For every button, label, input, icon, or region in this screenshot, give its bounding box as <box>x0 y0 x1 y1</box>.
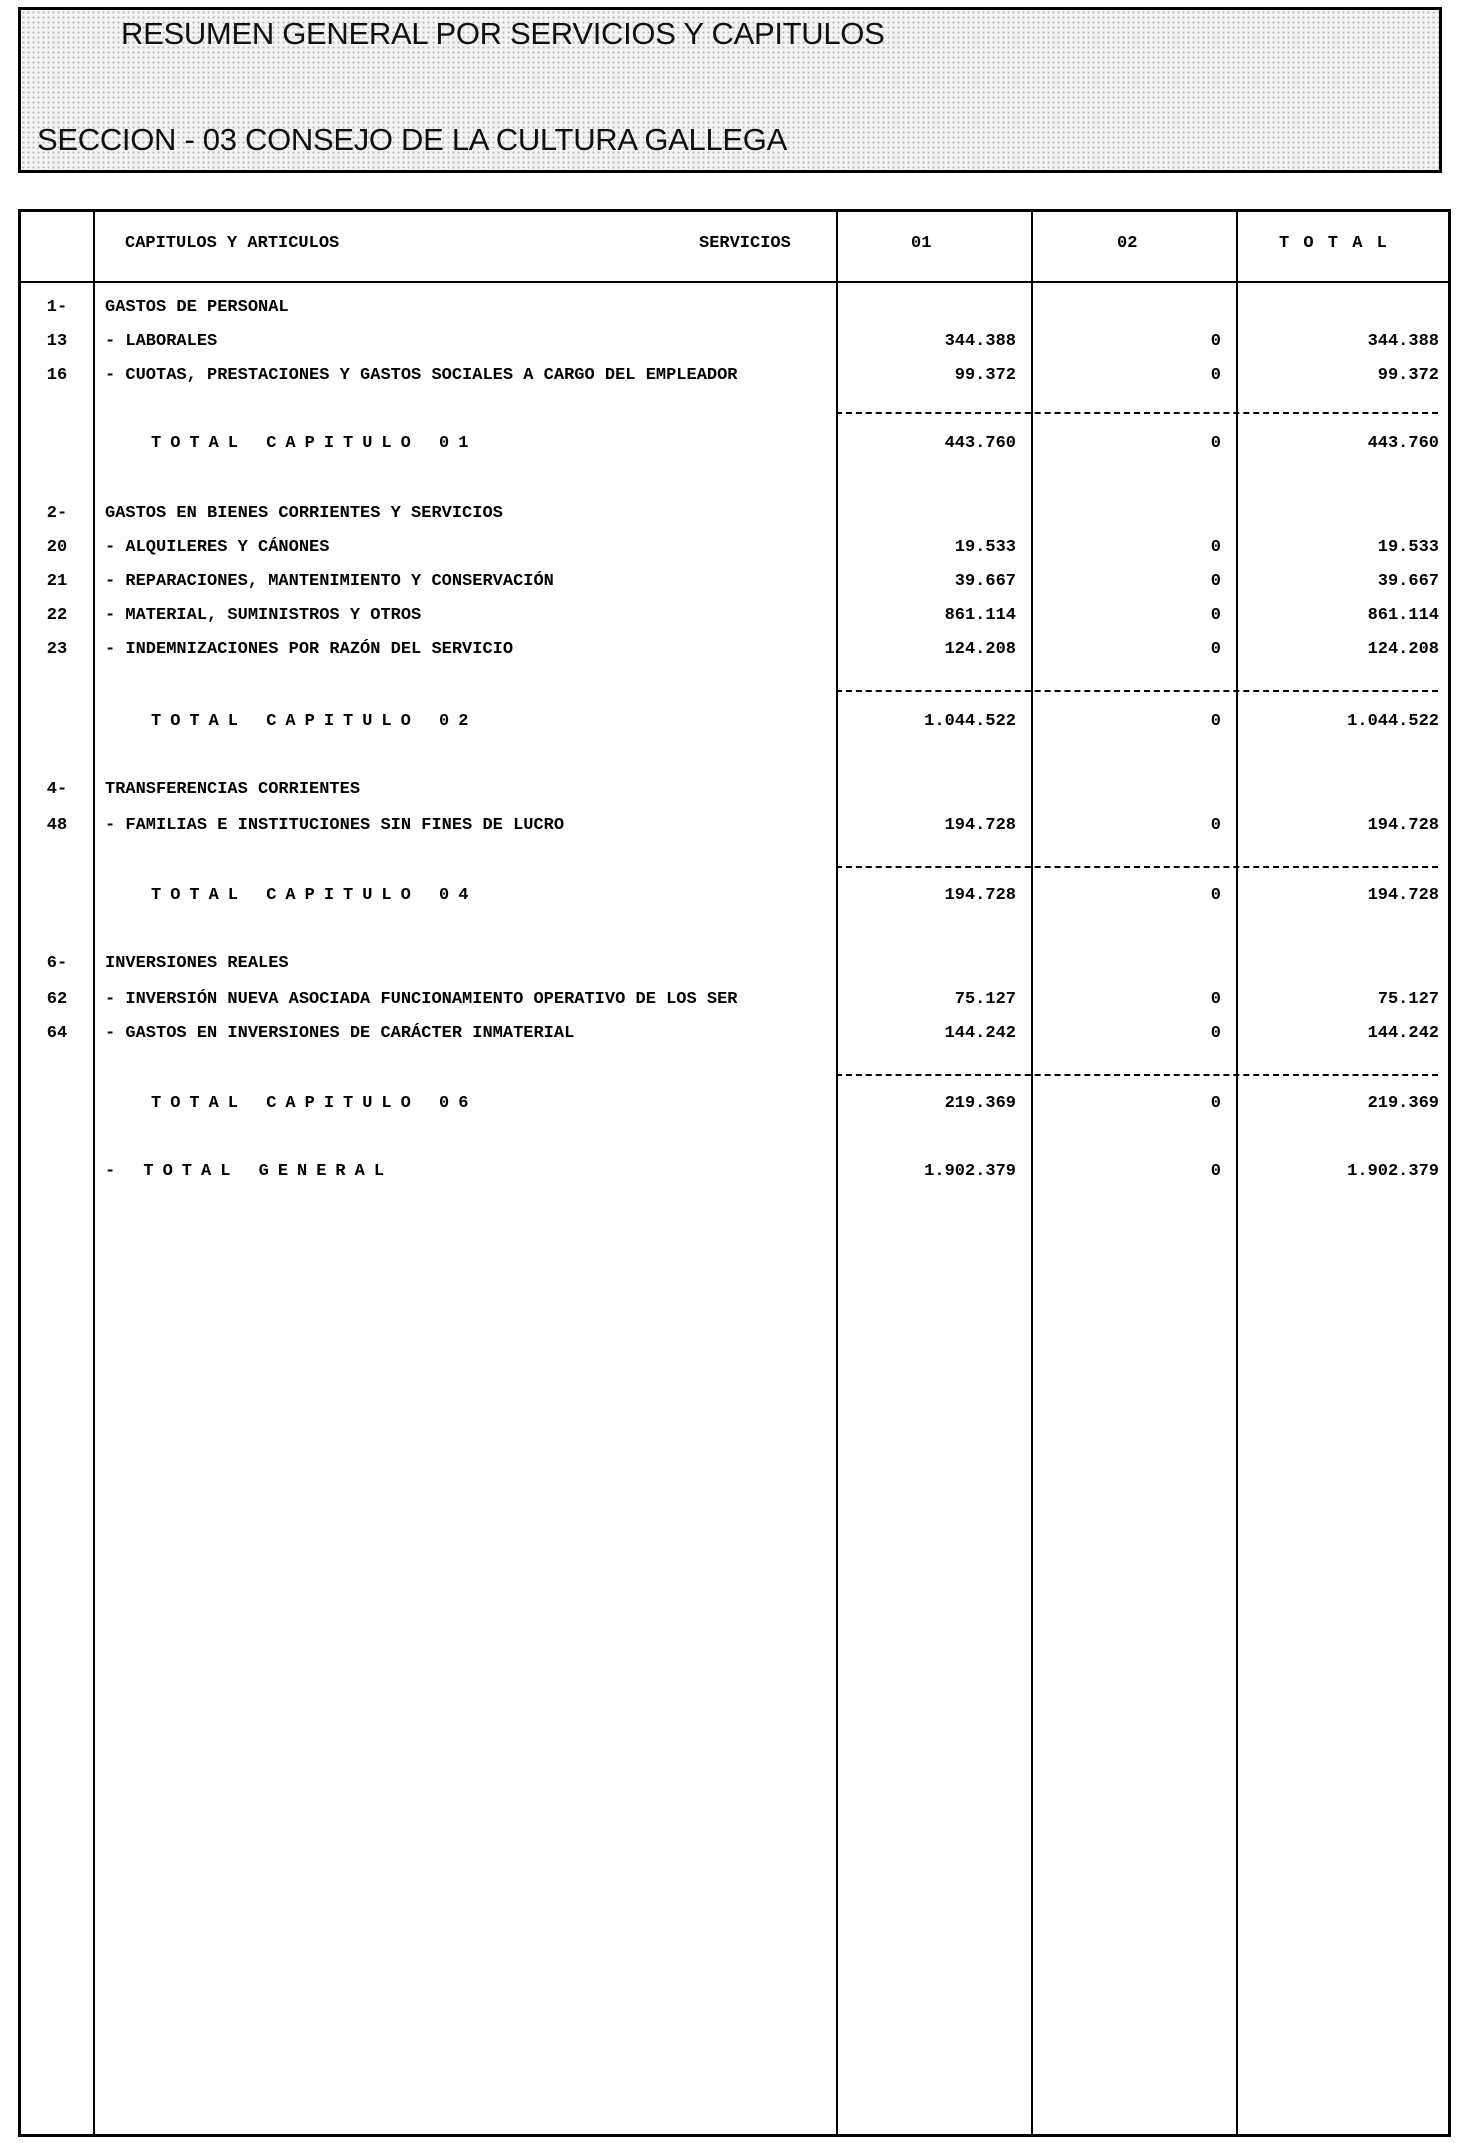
chapter-total-row <box>21 884 1448 908</box>
summary-table <box>18 209 1451 2137</box>
row-code: 22 <box>46 606 68 625</box>
row-value-02: 0 <box>1210 606 1221 625</box>
table-row <box>21 814 1448 838</box>
row-value-02: 0 <box>1210 332 1221 351</box>
row-value-01: 194.728 <box>944 886 1016 905</box>
table-row <box>21 296 1448 320</box>
row-value-01: 344.388 <box>944 332 1016 351</box>
row-value-02: 0 <box>1210 1162 1221 1181</box>
row-value-01: 443.760 <box>944 434 1016 453</box>
row-description: - GASTOS EN INVERSIONES DE CARÁCTER INMATERIAL <box>105 1024 575 1043</box>
header-total: T O T A L <box>1279 234 1389 253</box>
row-value-02: 0 <box>1210 1024 1221 1043</box>
row-description: GASTOS DE PERSONAL <box>105 298 289 317</box>
row-description: INVERSIONES REALES <box>105 954 289 973</box>
row-value-02: 0 <box>1210 1094 1221 1113</box>
chapter-total-row <box>21 1092 1448 1116</box>
section-title: SECCION - 03 CONSEJO DE LA CULTURA GALLEGA <box>37 122 787 157</box>
row-description: TOTAL CAPITULO 06 <box>151 1094 478 1113</box>
header-services: SERVICIOS <box>699 234 791 253</box>
row-value-02: 0 <box>1210 640 1221 659</box>
row-code: 23 <box>46 640 68 659</box>
row-value-01: 39.667 <box>954 572 1016 591</box>
table-row <box>21 570 1448 594</box>
row-total: 194.728 <box>1367 886 1439 905</box>
row-total: 1.044.522 <box>1347 712 1439 731</box>
report-title: RESUMEN GENERAL POR SERVICIOS Y CAPITULOS <box>121 16 885 51</box>
row-value-01: 99.372 <box>954 366 1016 385</box>
row-code: 64 <box>46 1024 68 1043</box>
chapter-total-row <box>21 710 1448 734</box>
row-code: 21 <box>46 572 68 591</box>
row-value-01: 144.242 <box>944 1024 1016 1043</box>
table-row <box>21 988 1448 1012</box>
row-description: - LABORALES <box>105 332 218 351</box>
subtotal-separator <box>836 412 1438 414</box>
subtotal-separator <box>836 866 1438 868</box>
row-total: 861.114 <box>1367 606 1439 625</box>
row-total: 124.208 <box>1367 640 1439 659</box>
row-code: 16 <box>46 366 68 385</box>
header-divider <box>21 281 1448 283</box>
table-row <box>21 1022 1448 1046</box>
row-value-02: 0 <box>1210 572 1221 591</box>
table-row <box>21 778 1448 802</box>
header-box <box>18 7 1442 173</box>
table-row <box>21 364 1448 388</box>
row-value-01: 219.369 <box>944 1094 1016 1113</box>
row-value-01: 1.044.522 <box>924 712 1016 731</box>
table-row <box>21 330 1448 354</box>
table-row <box>21 502 1448 526</box>
row-value-01: 75.127 <box>954 990 1016 1009</box>
row-description: TOTAL CAPITULO 01 <box>151 434 478 453</box>
row-total: 194.728 <box>1367 816 1439 835</box>
row-total: 1.902.379 <box>1347 1162 1439 1181</box>
row-description: TOTAL CAPITULO 02 <box>151 712 478 731</box>
row-value-02: 0 <box>1210 990 1221 1009</box>
row-code: 20 <box>46 538 68 557</box>
header-col-02: 02 <box>1117 234 1138 253</box>
row-code: 1- <box>46 298 68 317</box>
row-code: 48 <box>46 816 68 835</box>
row-code: 6- <box>46 954 68 973</box>
table-row <box>21 952 1448 976</box>
row-code: 4- <box>46 780 68 799</box>
row-description: TOTAL CAPITULO 04 <box>151 886 478 905</box>
row-description: - TOTAL GENERAL <box>105 1162 394 1181</box>
chapter-total-row <box>21 432 1448 456</box>
row-total: 144.242 <box>1367 1024 1439 1043</box>
row-value-02: 0 <box>1210 434 1221 453</box>
table-row <box>21 536 1448 560</box>
row-description: - MATERIAL, SUMINISTROS Y OTROS <box>105 606 422 625</box>
row-description: - REPARACIONES, MANTENIMIENTO Y CONSERVACIÓN <box>105 572 554 591</box>
row-description: - INVERSIÓN NUEVA ASOCIADA FUNCIONAMIENTO OPERATIVO DE LOS SER <box>105 990 738 1009</box>
row-code: 2- <box>46 504 68 523</box>
row-description: TRANSFERENCIAS CORRIENTES <box>105 780 361 799</box>
grand-total-row <box>21 1160 1448 1184</box>
row-total: 344.388 <box>1367 332 1439 351</box>
row-value-02: 0 <box>1210 712 1221 731</box>
row-value-01: 194.728 <box>944 816 1016 835</box>
subtotal-separator <box>836 1074 1438 1076</box>
header-chapters: CAPITULOS Y ARTICULOS <box>125 234 340 253</box>
row-total: 443.760 <box>1367 434 1439 453</box>
row-total: 75.127 <box>1377 990 1439 1009</box>
row-value-02: 0 <box>1210 816 1221 835</box>
row-value-01: 1.902.379 <box>924 1162 1016 1181</box>
row-value-02: 0 <box>1210 366 1221 385</box>
row-value-02: 0 <box>1210 886 1221 905</box>
row-total: 19.533 <box>1377 538 1439 557</box>
table-row <box>21 604 1448 628</box>
row-total: 99.372 <box>1377 366 1439 385</box>
row-total: 219.369 <box>1367 1094 1439 1113</box>
row-code: 13 <box>46 332 68 351</box>
row-value-02: 0 <box>1210 538 1221 557</box>
subtotal-separator <box>836 690 1438 692</box>
row-code: 62 <box>46 990 68 1009</box>
row-value-01: 19.533 <box>954 538 1016 557</box>
row-total: 39.667 <box>1377 572 1439 591</box>
row-description: - FAMILIAS E INSTITUCIONES SIN FINES DE LUCRO <box>105 816 565 835</box>
row-description: - INDEMNIZACIONES POR RAZÓN DEL SERVICIO <box>105 640 514 659</box>
row-description: GASTOS EN BIENES CORRIENTES Y SERVICIOS <box>105 504 503 523</box>
row-description: - ALQUILERES Y CÁNONES <box>105 538 330 557</box>
row-description: - CUOTAS, PRESTACIONES Y GASTOS SOCIALES A CARGO DEL EMPLEADOR <box>105 366 738 385</box>
row-value-01: 861.114 <box>944 606 1016 625</box>
row-value-01: 124.208 <box>944 640 1016 659</box>
header-col-01: 01 <box>911 234 932 253</box>
table-row <box>21 638 1448 662</box>
